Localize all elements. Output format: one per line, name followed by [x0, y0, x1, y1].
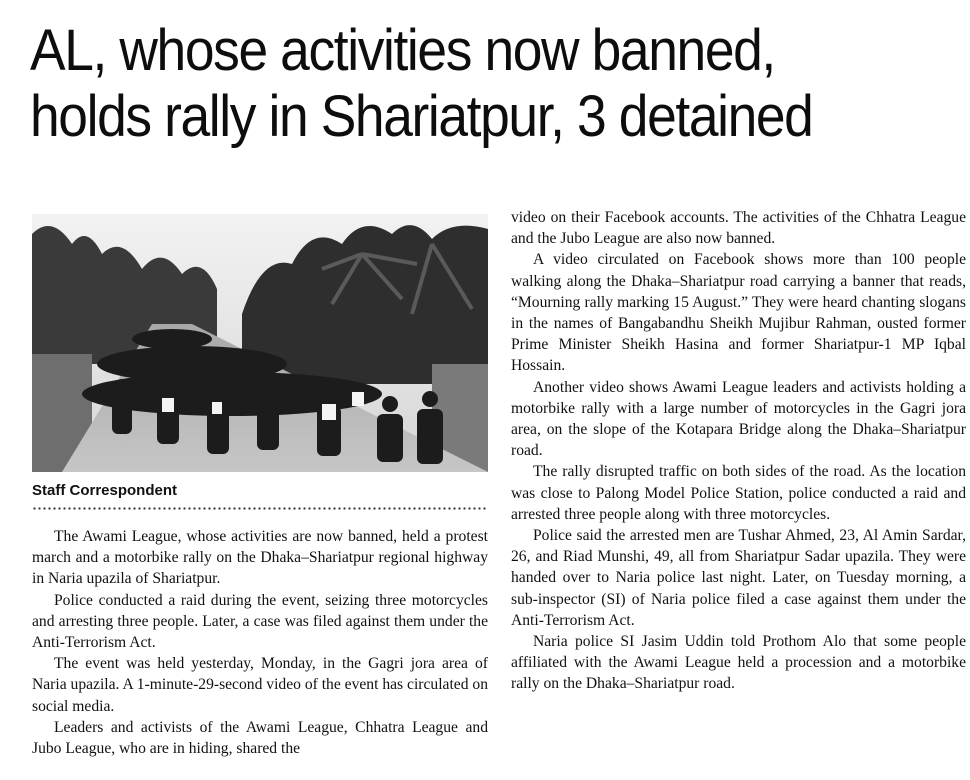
article-paragraph-continued: video on their Facebook accounts. The activities of the Chhatra League and the Jubo League are also now banned. — [511, 209, 966, 248]
article-paragraph: The event was held yesterday, Monday, in the Gagri jora area of Naria upazila. A 1-minute-29-second video of the event has circulated on social media. — [32, 655, 488, 715]
article-paragraph: Naria police SI Jasim Uddin told Prothom Alo that some people affiliated with the Awami League held a procession and a motorbike rally on the Dhaka–Shariatpur road. — [511, 633, 966, 693]
article-paragraph: The Awami League, whose activities are now banned, held a protest march and a motorbike rally on the Dhaka–Shariatpur regional highway in Naria upazila of Shariatpur. — [32, 528, 488, 588]
rally-photo — [32, 214, 488, 472]
article-paragraph: Police said the arrested men are Tushar Ahmed, 23, Al Amin Sardar, 26, and Riad Munshi, 49, all from Shariatpur Sadar upazila. They were handed over to Naria police last night. Later, on Tuesday morning, a sub-inspector (SI) of Naria police filed a case against them under the Anti-Terrorism Act. — [511, 527, 966, 629]
headline-line-2: holds rally in Shariatpur, 3 detained — [30, 84, 813, 149]
headline-line-1: AL, whose activities now banned, — [30, 18, 775, 83]
byline: Staff Correspondent — [32, 482, 178, 499]
headline — [30, 18, 876, 150]
article-column-1 — [32, 526, 488, 759]
byline-divider — [32, 507, 488, 510]
article-paragraph: The rally disrupted traffic on both sides of the road. As the location was close to Palong Model Police Station, police conducted a raid and arrested three people along with three motorcycles. — [511, 463, 966, 523]
rally-photo-graphic — [32, 214, 488, 472]
article-paragraph: A video circulated on Facebook shows more than 100 people walking along the Dhaka–Shariatpur road carrying a banner that reads, “Mourning rally marking 15 August.” They were heard chanting slogans in the names of Bangabandhu Sheikh Mujibur Rahman, ousted former Prime Minister Sheikh Hasina and former Shariatpur-1 MP Iqbal Hossain. — [511, 251, 966, 375]
article-paragraph: Another video shows Awami League leaders and activists holding a motorbike rally with a large number of motorcycles in the Gagri jora area, on the slope of the Kotapara Bridge along the Dhaka–Shariatpur road. — [511, 378, 966, 460]
article-column-2 — [511, 207, 966, 695]
article-paragraph: Police conducted a raid during the event, seizing three motorcycles and arresting three people. Later, a case was filed against them under the Anti-Terrorism Act. — [32, 591, 488, 652]
article-paragraph: Leaders and activists of the Awami League, Chhatra League and Jubo League, who are in hiding, shared the — [32, 718, 488, 758]
